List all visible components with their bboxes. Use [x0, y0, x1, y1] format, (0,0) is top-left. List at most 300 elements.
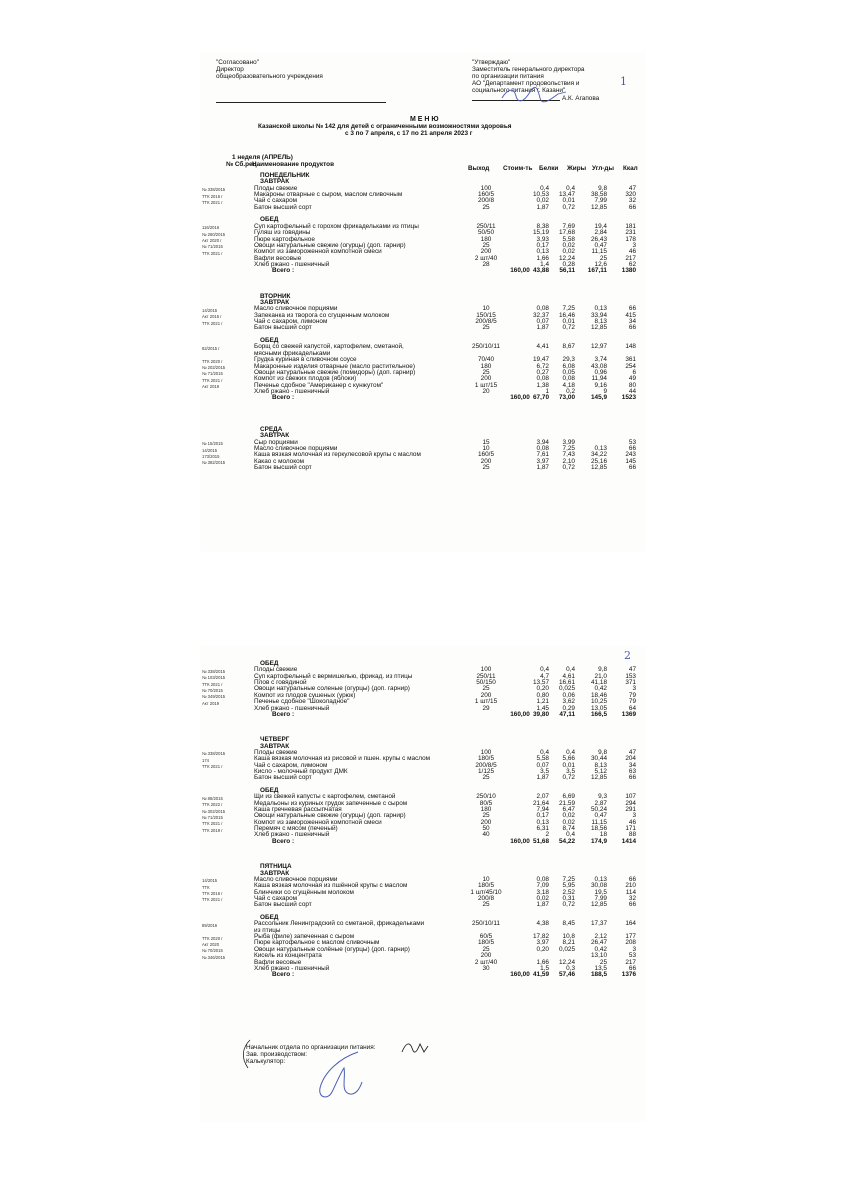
- approval-right-5: А.К. Агапова: [562, 95, 600, 102]
- cell-name: ЧЕТВЕРГ: [260, 736, 290, 744]
- cell-code: № 302/2015: [202, 808, 226, 814]
- cell-kcal: 361: [625, 356, 636, 364]
- cell-carb: 8,13: [594, 761, 607, 769]
- cell-out: 1 шт/15: [474, 381, 498, 389]
- cell-kcal: 34: [628, 761, 636, 769]
- cell-name: Батон высший сорт: [254, 901, 312, 909]
- cell-fat: 8,67: [562, 343, 575, 351]
- cell-prot: 0,13: [536, 248, 549, 256]
- cell-fat: 0,02: [562, 812, 575, 820]
- cell-kcal: 1523: [621, 394, 636, 402]
- cell-out: 200: [480, 952, 492, 960]
- menu-dates: с 3 по 7 апреля, с 17 по 21 апреля 2023 г: [345, 130, 473, 137]
- cell-fat: 16,61: [559, 679, 575, 687]
- cell-name: Чай с сахаром, лимоном: [254, 318, 328, 325]
- approval-right-2: по организации питания: [472, 73, 544, 80]
- cell-fat: 7,69: [562, 222, 575, 230]
- cell-prot: 6,72: [536, 362, 549, 370]
- cell-kcal: 49: [628, 375, 636, 383]
- cell-carb: 18,46: [591, 691, 607, 699]
- cell-name: Плоды свежие: [254, 184, 298, 192]
- cell-carb: 18,56: [591, 825, 607, 833]
- cell-name: Гуляш из говядины: [254, 229, 311, 237]
- header-carb: Угл-ды: [592, 165, 614, 172]
- cell-fat: 0,4: [566, 831, 575, 839]
- cell-code: № 70/2015: [202, 687, 223, 693]
- approval-right-1: Заместитель генерального директора: [472, 66, 585, 73]
- cell-name: Кисло - молочный продукт ДМК: [254, 767, 348, 775]
- cell-kcal: 148: [625, 343, 636, 351]
- cell-fat: 0,01: [562, 761, 575, 769]
- cell-kcal: 181: [625, 222, 636, 230]
- cell-carb: 30,08: [591, 882, 607, 890]
- cell-name: Вафли весовые: [254, 254, 302, 262]
- cell-name: Батон высший сорт: [254, 324, 312, 332]
- cell-name: Каша вязкая молочная из рисовой и пшен. крупы с маслом: [254, 755, 431, 763]
- signature-production-head: [310, 1048, 370, 1104]
- cell-out: 200: [480, 818, 492, 826]
- cell-kcal: 66: [628, 305, 636, 313]
- cell-carb: 9,8: [598, 748, 607, 756]
- cell-kcal: 32: [628, 894, 636, 902]
- cell-out: 25: [482, 774, 490, 782]
- cell-prot: 7,09: [536, 882, 549, 890]
- cell-prot: 1: [545, 387, 549, 395]
- cell-name: Масло сливочное порциями: [254, 305, 338, 313]
- cell-out: 25: [482, 812, 490, 820]
- cell-out: 10: [482, 445, 490, 453]
- cell-carb: 167,11: [587, 267, 607, 275]
- cell-out: 50/150: [476, 679, 496, 687]
- cell-code: Акт 2016 г: [202, 314, 222, 320]
- cell-fat: 0,01: [562, 318, 575, 325]
- cell-name: Борщ со свежей капустой, картофелем, сметаной,: [254, 343, 404, 351]
- cell-name: Пюре картофельное с маслом сливочным: [254, 939, 380, 947]
- cell-fat: 13,47: [559, 191, 575, 198]
- cell-fat: 2,10: [562, 457, 575, 465]
- cell-carb: 2,12: [594, 933, 607, 940]
- menu-subtitle: Казанской школы № 142 для детей с ограниченными возможностями здоровья: [258, 123, 512, 130]
- cell-prot: 1,87: [536, 203, 549, 211]
- cell-fat: 8,21: [562, 939, 575, 947]
- cell-fat: 0,4: [566, 748, 575, 756]
- cell-kcal: 46: [628, 248, 636, 256]
- cell-kcal: 46: [628, 818, 636, 826]
- cell-carb: 25: [599, 958, 607, 966]
- cell-name: Компот из замороженной компотной смеси: [254, 818, 382, 826]
- cell-prot: 3,5: [540, 767, 549, 775]
- cell-fat: 16,46: [559, 311, 575, 319]
- cell-name: Батон высший сорт: [254, 203, 312, 211]
- cell-kcal: 79: [628, 691, 636, 699]
- cell-kcal: 1380: [621, 267, 636, 275]
- approval-left-2: общеобразовательного учреждения: [216, 73, 323, 80]
- cell-carb: 11,15: [591, 818, 607, 826]
- header-code: № Сб.рец: [226, 161, 257, 168]
- cell-prot: 4,41: [536, 343, 549, 351]
- cell-carb: 0,47: [594, 241, 607, 249]
- cell-name: Каша гречневая рассыпчатая: [254, 806, 342, 813]
- cell-prot: 3,18: [536, 888, 549, 896]
- cell-name: Батон высший сорт: [254, 774, 312, 782]
- cell-prot: 10,53: [533, 191, 549, 198]
- cell-fat: 6,08: [562, 362, 575, 370]
- cell-prot: 32,37: [533, 311, 549, 319]
- header-prot: Белки: [539, 165, 559, 172]
- cell-fat: 47,11: [559, 710, 575, 718]
- cell-name: Плоды свежие: [254, 748, 298, 756]
- cell-out: 25: [482, 464, 490, 472]
- cell-cost: 160,00: [510, 267, 530, 275]
- cell-name: Суп картофельный с вермишелью, фрикад. из птицы: [254, 672, 413, 680]
- header-kcal: Ккал: [623, 165, 638, 172]
- cell-name: Блинчики со сгущённым молоком: [254, 888, 354, 896]
- cell-out: 100: [480, 666, 492, 674]
- cell-kcal: 371: [625, 679, 636, 687]
- cell-fat: 7,25: [562, 305, 575, 313]
- cell-fat: 4,18: [562, 381, 575, 389]
- footer-line-1: Зав. производством:: [246, 1051, 308, 1058]
- cell-fat: 0,31: [562, 894, 575, 902]
- cell-prot: 1,66: [536, 958, 549, 966]
- cell-name: Каша вязкая молочная из геркулесовой крупы с маслом: [254, 451, 421, 459]
- cell-out: 50/50: [478, 229, 494, 237]
- cell-kcal: 107: [625, 793, 636, 801]
- cell-prot: 21,64: [533, 799, 549, 807]
- cell-carb: 12,6: [594, 260, 607, 268]
- cell-out: 160/5: [478, 191, 494, 198]
- menu-page-2: [200, 646, 646, 1122]
- cell-fat: 7,43: [562, 451, 575, 459]
- header-out: Выход: [468, 165, 490, 172]
- cell-out: 70/40: [478, 356, 494, 364]
- cell-name: мясными фрикадельками: [254, 349, 331, 357]
- cell-carb: 43,08: [591, 362, 607, 370]
- menu-title: М Е Н Ю: [410, 116, 439, 123]
- cell-carb: 13,5: [594, 964, 607, 972]
- cell-kcal: 1414: [621, 837, 636, 845]
- cell-fat: 29,3: [562, 356, 575, 364]
- cell-kcal: 66: [628, 445, 636, 453]
- cell-fat: 0,08: [562, 375, 575, 383]
- cell-name: Всего :: [272, 710, 295, 718]
- cell-prot: 1,5: [540, 964, 549, 972]
- cell-kcal: 208: [625, 939, 636, 947]
- cell-prot: 7,61: [536, 451, 549, 459]
- cell-name: Компот из плодов сушеных (урюк): [254, 691, 356, 699]
- header-cost: Стоим-ть: [503, 165, 533, 172]
- cell-name: Хлеб ржано - пшеничный: [254, 260, 330, 268]
- cell-out: 40: [482, 831, 490, 839]
- cell-kcal: 44: [628, 387, 636, 395]
- cell-kcal: 217: [625, 958, 636, 966]
- cell-code: 89/2016: [202, 922, 218, 928]
- header-name: Наименование продуктов: [252, 161, 335, 168]
- cell-out: 25: [482, 685, 490, 693]
- cell-prot: 4,38: [536, 920, 549, 928]
- cell-fat: 7,25: [562, 875, 575, 883]
- cell-carb: 26,47: [591, 939, 607, 947]
- cell-code: № 260/2015: [202, 231, 226, 237]
- cell-out: 250/10/11: [472, 920, 500, 928]
- cell-code: № 338/2015: [202, 668, 226, 674]
- cell-fat: 0,06: [562, 691, 575, 699]
- cell-out: 160/5: [478, 451, 494, 459]
- cell-kcal: 34: [628, 318, 636, 325]
- cell-code: 14/2015: [202, 447, 218, 453]
- cell-code: ТТК 2022 г: [202, 802, 223, 808]
- cell-name: Чай с сахаром: [254, 894, 298, 902]
- cell-carb: 8,13: [594, 318, 607, 325]
- cell-cost: 160,00: [510, 394, 530, 402]
- cell-code: № 71/2015: [202, 244, 223, 250]
- cell-carb: 9,8: [598, 184, 607, 192]
- cell-kcal: 177: [625, 933, 636, 940]
- cell-name: Батон высший сорт: [254, 464, 312, 472]
- cell-out: 1 шт/45/10: [470, 888, 502, 896]
- cell-name: Кисель из концентрата: [254, 952, 322, 960]
- cell-carb: 34,22: [591, 451, 607, 459]
- cell-name: из птицы: [254, 926, 281, 934]
- week-label: 1 неделя (АПРЕЛЬ): [232, 154, 293, 161]
- cell-kcal: 53: [628, 438, 636, 446]
- cell-out: 100: [480, 184, 492, 192]
- cell-out: 180: [480, 806, 492, 813]
- cell-carb: 145,9: [591, 394, 607, 402]
- cell-carb: 38,58: [591, 191, 607, 198]
- cell-name: Масло сливочное порциями: [254, 445, 338, 453]
- cell-out: 25: [482, 901, 490, 909]
- cell-code: 173/2015: [202, 453, 220, 459]
- cell-carb: 30,44: [591, 755, 607, 763]
- cell-name: Сыр порциями: [254, 438, 298, 446]
- cell-name: Компот из замороженной компотной смеси: [254, 248, 382, 256]
- cell-fat: 0,29: [562, 704, 575, 712]
- cell-prot: 4,7: [540, 672, 549, 680]
- cell-fat: 0,72: [562, 464, 575, 472]
- cell-code: Акт 2019: [202, 384, 220, 390]
- cell-prot: 3,93: [536, 235, 549, 243]
- cell-prot: 1,87: [536, 464, 549, 472]
- cell-carb: 18: [599, 831, 607, 839]
- cell-kcal: 254: [625, 362, 636, 370]
- cell-carb: 12,85: [591, 203, 607, 211]
- cell-out: 100: [480, 748, 492, 756]
- cell-kcal: 62: [628, 260, 636, 268]
- cell-code: № 88/2015: [202, 795, 223, 801]
- cell-prot: 0,02: [536, 197, 549, 205]
- cell-name: ОБЕД: [260, 787, 279, 794]
- cell-fat: 0,01: [562, 197, 575, 205]
- cell-name: Пюре картофельное: [254, 235, 315, 243]
- cell-kcal: 3: [632, 945, 636, 953]
- cell-out: 10: [482, 875, 490, 883]
- cell-name: Печенье сдобное "Шоколадное": [254, 698, 350, 706]
- cell-out: 200/8/5: [475, 761, 497, 769]
- cell-kcal: 66: [628, 774, 636, 782]
- cell-name: ЗАВТРАК: [260, 432, 290, 440]
- cell-carb: 0,42: [594, 945, 607, 953]
- cell-code: № 382/2015: [202, 460, 226, 466]
- signature-line-left: [216, 102, 386, 103]
- cell-fat: 0,72: [562, 324, 575, 332]
- footer-line-2: Калькулятор:: [246, 1058, 286, 1065]
- cell-code: Акт 2020: [202, 941, 220, 947]
- cell-prot: 2: [545, 831, 549, 839]
- cell-kcal: 153: [625, 672, 636, 680]
- cell-prot: 41,59: [533, 971, 549, 979]
- cell-prot: 3,97: [536, 457, 549, 465]
- cell-kcal: 47: [628, 184, 636, 192]
- cell-prot: 0,20: [536, 685, 549, 693]
- signature-head-of-department: [400, 1040, 430, 1056]
- cell-code: ТТК 2021 г: [202, 764, 223, 770]
- cell-prot: 0,17: [536, 241, 549, 249]
- cell-out: 25: [482, 945, 490, 953]
- cell-fat: 73,00: [559, 394, 575, 402]
- cell-fat: 2,52: [562, 888, 575, 896]
- cell-fat: 0,02: [562, 241, 575, 249]
- cell-out: 200: [480, 691, 492, 699]
- cell-prot: 1,38: [536, 381, 549, 389]
- cell-code: 82/2015 г: [202, 345, 220, 351]
- cell-kcal: 204: [625, 755, 636, 763]
- cell-out: 200/8: [478, 894, 494, 902]
- cell-name: Всего :: [272, 971, 295, 979]
- cell-code: ТТК 2016 г: [202, 891, 223, 897]
- cell-carb: 2,84: [594, 229, 607, 237]
- cell-name: Суп картофельный с горохом фрикадельками из птицы: [254, 222, 419, 230]
- cell-prot: 1,66: [536, 254, 549, 262]
- cell-out: 2 шт/40: [474, 958, 498, 966]
- cell-prot: 1,4: [540, 260, 549, 268]
- cell-kcal: 66: [628, 875, 636, 883]
- cell-kcal: 291: [625, 806, 636, 813]
- cell-name: ОБЕД: [260, 914, 279, 921]
- cell-prot: 19,47: [533, 356, 549, 364]
- cell-kcal: 88: [628, 831, 636, 839]
- cell-name: Всего :: [272, 394, 295, 402]
- cell-out: 80/5: [479, 799, 493, 807]
- cell-carb: 21,0: [594, 672, 607, 680]
- cell-out: 1 шт/15: [474, 698, 498, 706]
- cell-prot: 0,4: [540, 748, 549, 756]
- cell-carb: 9,16: [594, 381, 607, 389]
- cell-carb: 33,94: [591, 311, 607, 319]
- cell-carb: 9: [603, 387, 607, 395]
- cell-out: 150/15: [476, 311, 496, 319]
- cell-fat: 10,8: [562, 933, 575, 940]
- cell-prot: 2,07: [536, 793, 549, 801]
- cell-carb: 0,13: [594, 305, 607, 313]
- cell-carb: 50,24: [591, 806, 607, 813]
- cell-name: Хлеб ржано - пшеничный: [254, 964, 330, 972]
- cell-out: 20: [482, 387, 490, 395]
- cell-fat: 0,2: [566, 387, 575, 395]
- cell-carb: 9,8: [598, 666, 607, 674]
- cell-name: Вафли весовые: [254, 958, 302, 966]
- cell-name: Хлеб ржано - пшеничный: [254, 387, 330, 395]
- cell-out: 200: [480, 457, 492, 465]
- cell-name: Овощи натуральные свежие (огурцы) (доп. гарнир): [254, 241, 406, 249]
- cell-fat: 0,02: [562, 248, 575, 256]
- cell-carb: 25,16: [591, 457, 607, 465]
- cell-carb: 12,85: [591, 901, 607, 909]
- cell-out: 200: [480, 248, 492, 256]
- page-mark-2: 2: [624, 649, 631, 662]
- cell-out: 50: [482, 825, 490, 833]
- cell-kcal: 66: [628, 964, 636, 972]
- cell-name: ЗАВТРАК: [260, 869, 290, 877]
- cell-carb: 12,85: [591, 774, 607, 782]
- cell-kcal: 320: [625, 191, 636, 198]
- cell-fat: 0,28: [562, 260, 575, 268]
- cell-fat: 0,025: [559, 945, 575, 953]
- cell-carb: 26,43: [591, 235, 607, 243]
- cell-out: 200/8/5: [475, 318, 497, 325]
- cell-kcal: 171: [625, 825, 636, 833]
- cell-out: 25: [482, 368, 490, 376]
- approver-signature: [500, 86, 570, 104]
- cell-out: 10: [482, 305, 490, 313]
- header-fat: Жиры: [567, 165, 587, 172]
- cell-kcal: 114: [625, 888, 636, 896]
- cell-out: 29: [482, 704, 490, 712]
- cell-kcal: 1369: [621, 710, 636, 718]
- cell-carb: 3,74: [594, 356, 607, 364]
- cell-prot: 0,08: [536, 875, 549, 883]
- page-mark-1: 1: [620, 75, 627, 88]
- cell-code: № 71/2015: [202, 814, 223, 820]
- cell-fat: 0,4: [566, 666, 575, 674]
- cell-prot: 0,02: [536, 894, 549, 902]
- cell-fat: 54,22: [559, 837, 575, 845]
- cell-prot: 43,88: [533, 267, 549, 275]
- cell-kcal: 164: [625, 920, 636, 928]
- cell-code: № 202/2015: [202, 365, 226, 370]
- cell-code: № 70/2015: [202, 948, 223, 954]
- cell-name: ОБЕД: [260, 216, 279, 224]
- cell-carb: 11,94: [591, 375, 607, 383]
- cell-kcal: 243: [625, 451, 636, 459]
- menu-page-1: [200, 52, 646, 552]
- cell-fat: 7,25: [562, 445, 575, 453]
- cell-out: 15: [482, 438, 490, 446]
- cell-fat: 4,61: [562, 672, 575, 680]
- cell-code: Акт 2020 г: [202, 238, 222, 243]
- cell-code: № 349/2015: [202, 694, 226, 700]
- cell-out: 180: [480, 235, 492, 243]
- cell-name: Макаронные изделия отварные (масло растительное): [254, 362, 415, 370]
- cell-kcal: 6: [632, 368, 636, 376]
- cell-prot: 0,08: [536, 305, 549, 313]
- cell-prot: 6,31: [536, 825, 549, 833]
- cell-code: № 338/2015: [202, 751, 226, 757]
- cell-prot: 1,45: [536, 704, 549, 712]
- cell-prot: 8,38: [536, 222, 549, 230]
- cell-name: ВТОРНИК: [260, 292, 291, 300]
- cell-carb: 12,85: [591, 464, 607, 472]
- cell-carb: 0,47: [594, 812, 607, 820]
- cell-code: ТТК 2020 г: [202, 935, 223, 941]
- cell-carb: 0,42: [594, 685, 607, 693]
- cell-code: 116/2016: [202, 225, 220, 231]
- cell-fat: 0,025: [559, 685, 575, 693]
- cell-fat: 3,5: [566, 767, 575, 775]
- cell-name: Каша вязкая молочная из пшённой крупы с маслом: [254, 882, 408, 890]
- cell-fat: 3,99: [562, 438, 575, 446]
- cell-out: 30: [482, 964, 490, 972]
